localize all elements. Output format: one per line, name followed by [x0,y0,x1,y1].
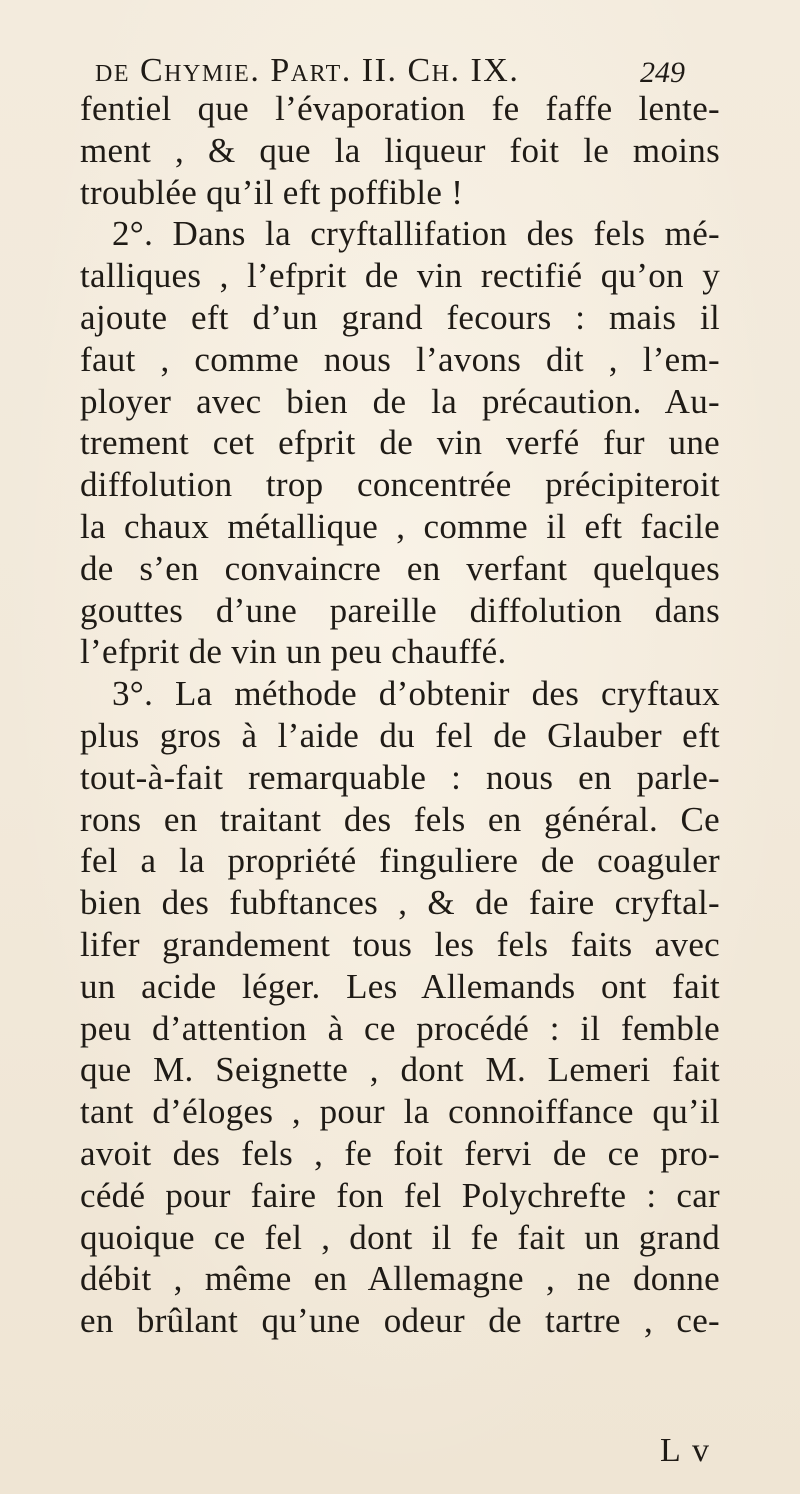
text-line: cédé pour faire fon fel Polychrefte : car [80,1175,720,1215]
text-line: l’efprit de vin un peu chauffé. [80,632,507,672]
running-title: de Chymie. Part. II. Ch. IX. [95,52,520,89]
text-line: bien des fubftances , & de faire cryftal- [80,883,720,923]
text-line: faut , comme nous l’avons dit , l’em- [80,339,720,379]
text-line: fel a la propriété finguliere de coaguler [80,841,720,881]
text-line: troublée qu’il eft poffible ! [80,172,464,212]
text-line: avoit des fels , fe foit fervi de ce pro- [80,1133,720,1173]
text-line: débit , même en Allemagne , ne donne [80,1259,720,1299]
text-line: la chaux métallique , comme il eft facile [80,506,720,546]
text-line: fentiel que l’évaporation fe faffe lente- [80,89,720,128]
text-line: peu d’attention à ce procédé : il femble [80,1008,720,1048]
text-line: tant d’éloges , pour la connoiffance qu’il [80,1092,720,1132]
text-line: de s’en convaincre en verfant quelques [80,548,720,588]
text-line: plus gros à l’aide du fel de Glauber eft [80,715,720,755]
text-line: diffolution trop concentrée précipiteroit [80,465,720,505]
signature-mark: L v [660,1432,712,1469]
text-line: quoique ce fel , dont il fe fait un grand [80,1217,720,1257]
text-line: trement cet efprit de vin verfé fur une [80,423,720,463]
text-line: rons en traitant des fels en général. Ce [80,799,720,839]
text-line: gouttes d’une pareille diffolution dans [80,590,720,630]
text-line: que M. Seignette , dont M. Lemeri fait [80,1050,720,1090]
text-line: tout-à-fait remarquable : nous en parle- [80,757,720,797]
text-line: un acide léger. Les Allemands ont fait [80,966,720,1006]
text-line: en brûlant qu’une odeur de tartre , ce- [80,1301,720,1341]
text-line: ajoute eft d’un grand fecours : mais il [80,297,720,337]
text-line: 3°. La méthode d’obtenir des cryftaux [112,674,720,714]
text-line: lifer grandement tous les fels faits avec [80,924,720,964]
text-line: ment , & que la liqueur foit le moins [80,130,720,170]
text-line: ployer avec bien de la précaution. Au- [80,381,720,421]
running-header [95,50,685,90]
body-text [80,88,720,1342]
text-line: talliques , l’efprit de vin rectifié qu’on y [80,256,720,296]
text-line: 2°. Dans la cryftallifation des fels mé- [112,214,720,254]
page-number: 249 [640,56,685,89]
